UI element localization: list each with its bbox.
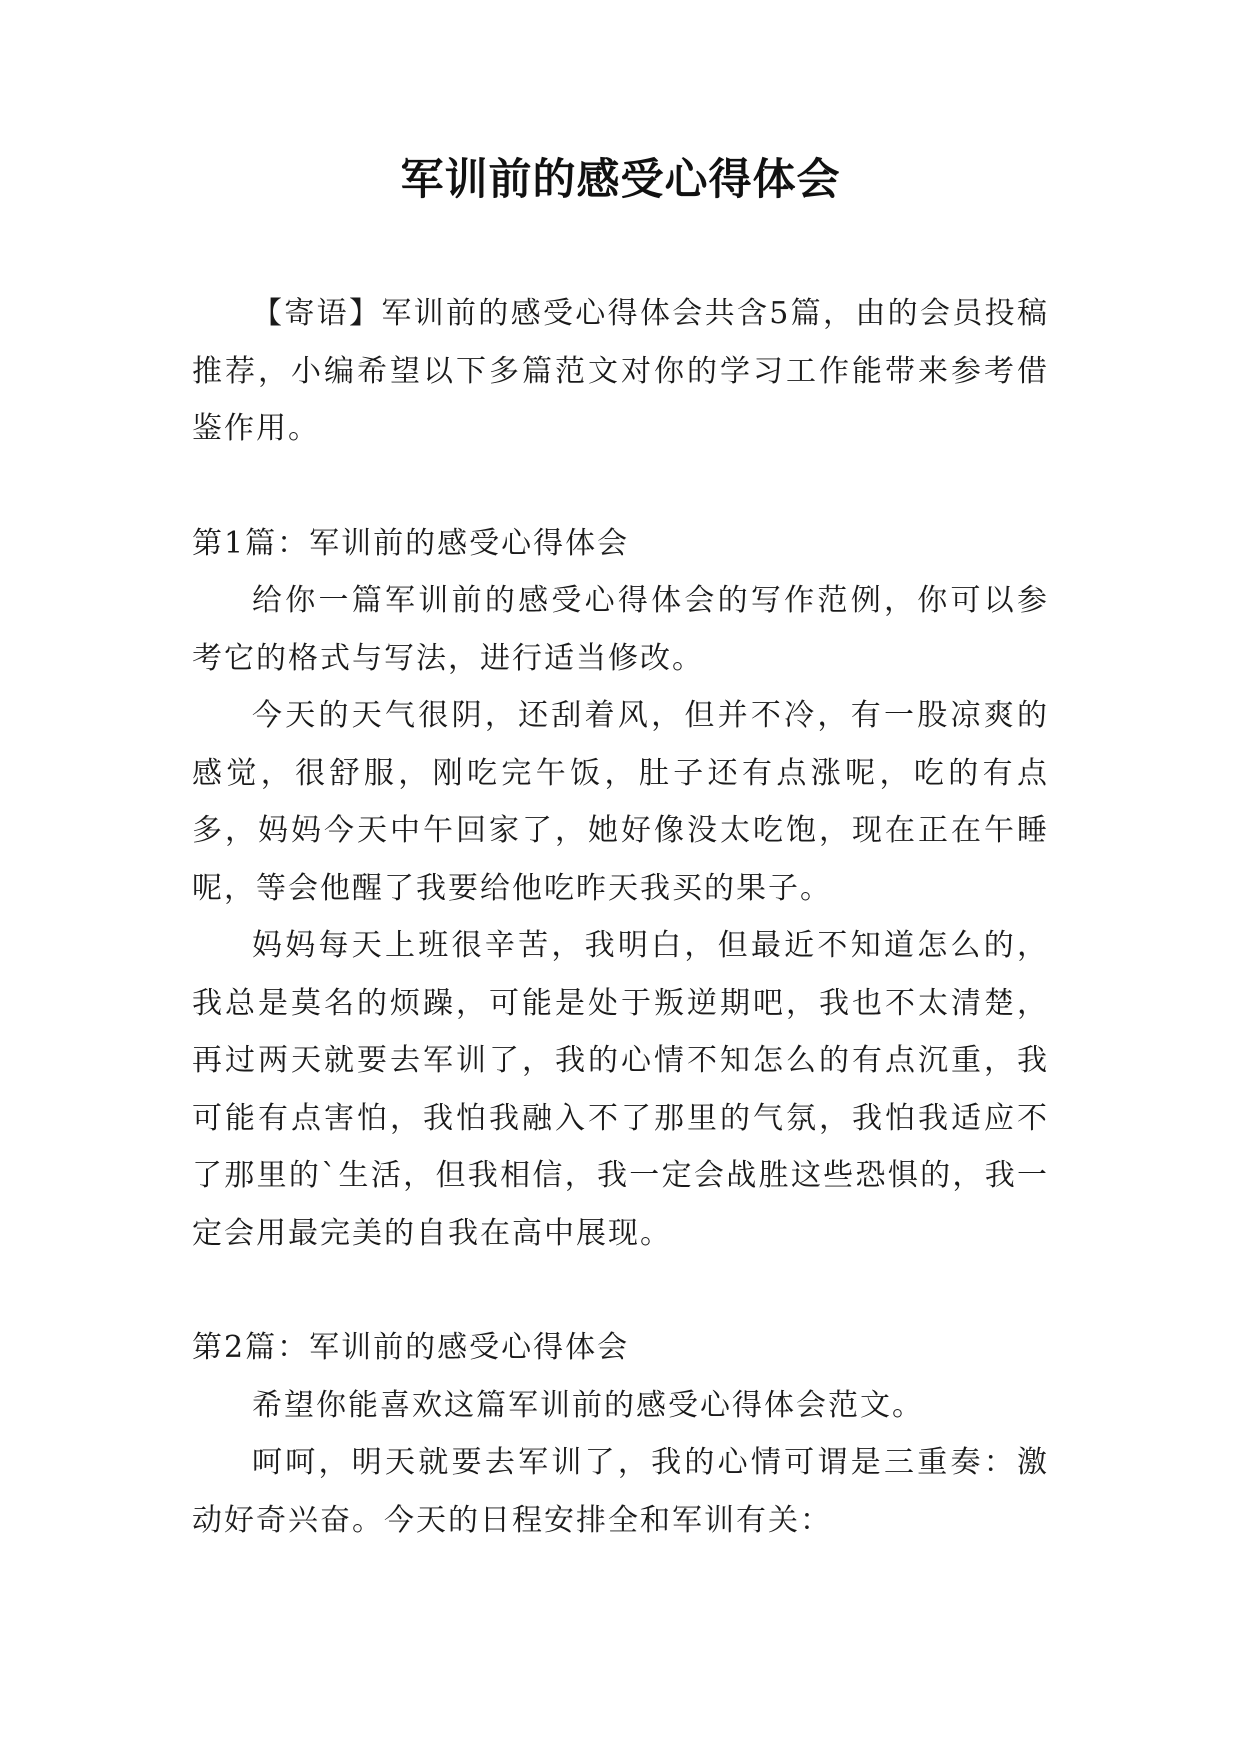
document-body (192, 285, 1049, 1549)
article-1-paragraph-2: 今天的天气很阴，还刮着风，但并不冷，有一股凉爽的感觉，很舒服，刚吃完午饭，肚子还有点涨呢，吃的有点多，妈妈今天中午回家了，她好像没太吃饱，现在正在午睡呢，等会他醒了我要给他吃昨天我买的果子。 (192, 698, 1049, 906)
article-1-paragraph-1: 给你一篇军训前的感受心得体会的写作范例，你可以参考它的格式与写法，进行适当修改。 (192, 583, 1049, 676)
article-2-heading: 第2篇：军训前的感受心得体会 (192, 1330, 630, 1365)
article-1-heading: 第1篇：军训前的感受心得体会 (192, 525, 630, 561)
document-title: 军训前的感受心得体会 (400, 155, 841, 205)
article-1 (192, 515, 1049, 1263)
article-1-paragraph-3: 妈妈每天上班很辛苦，我明白，但最近不知道怎么的，我总是莫名的烦躁，可能是处于叛逆期吧，我也不太清楚，再过两天就要去军训了，我的心情不知怎么的有点沉重，我可能有点害怕，我怕我融入不了那里的气氛，我怕我适应不了那里的`生活，但我相信，我一定会战胜这些恐惧的，我一定会用最完美的自我在高中展现。 (192, 928, 1049, 1251)
intro-paragraph: 【寄语】军训前的感受心得体会共含5篇，由的会员投稿推荐，小编希望以下多篇范文对你的学习工作能带来参考借鉴作用。 (192, 296, 1049, 446)
article-2 (192, 1319, 1049, 1549)
article-2-paragraph-1: 希望你能喜欢这篇军训前的感受心得体会范文。 (252, 1387, 924, 1423)
section-gap (192, 458, 1049, 515)
section-gap (192, 1262, 1049, 1319)
article-2-paragraph-2: 呵呵，明天就要去军训了，我的心情可谓是三重奏：激动好奇兴奋。今天的日程安排全和军训有关： (192, 1445, 1049, 1538)
